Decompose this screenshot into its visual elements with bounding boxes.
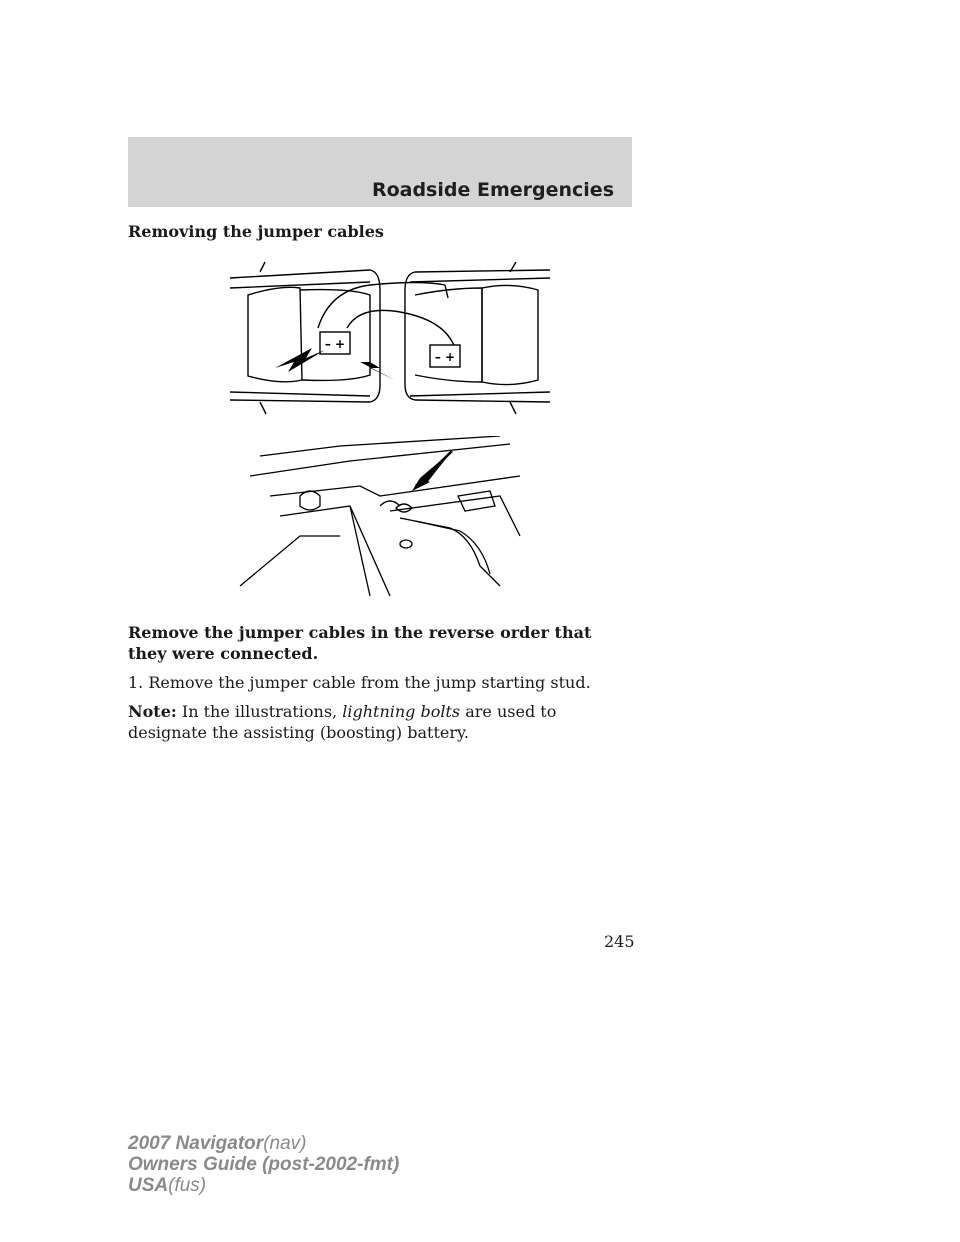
cars-battery-diagram <box>220 250 560 420</box>
page-number: 245 <box>604 932 635 951</box>
body-text <box>128 622 628 751</box>
intro-paragraph: Remove the jumper cables in the reverse order that they were connected. <box>128 623 592 663</box>
note-paragraph <box>128 701 628 743</box>
frame-rail <box>280 506 390 596</box>
right-car-windshield <box>482 285 538 384</box>
jumper-cable-positive <box>347 310 455 348</box>
footer-market-code: (fus) <box>168 1175 207 1196</box>
footer-market: USA <box>128 1175 169 1196</box>
section-heading: Removing the jumper cables <box>128 222 384 241</box>
footer <box>128 1133 399 1196</box>
note-text-post: are used to designate the assisting (boosting) battery. <box>128 702 557 742</box>
step-1: 1. Remove the jumper cable from the jump starting stud. <box>128 673 591 692</box>
right-battery-label: – + <box>434 350 456 364</box>
footer-model: 2007 Navigator <box>128 1133 264 1154</box>
lightning-bolt-icon <box>350 350 395 380</box>
header-band <box>128 137 632 207</box>
jump-starting-stud-diagram <box>220 436 560 606</box>
lightning-bolt-icon <box>275 348 325 372</box>
jump-start-illustration <box>220 250 560 610</box>
left-battery-label: – + <box>324 337 346 351</box>
footer-guide: Owners Guide (post-2002-fmt) <box>128 1154 400 1175</box>
note-emphasis: lightning bolts <box>342 702 461 721</box>
page-section-title: Roadside Emergencies <box>371 179 614 201</box>
note-text-pre: In the illustrations, <box>181 702 338 721</box>
right-battery-icon <box>430 345 460 367</box>
footer-model-code: (nav) <box>263 1133 307 1154</box>
left-battery-icon <box>320 332 350 354</box>
note-label: Note: <box>128 702 177 721</box>
